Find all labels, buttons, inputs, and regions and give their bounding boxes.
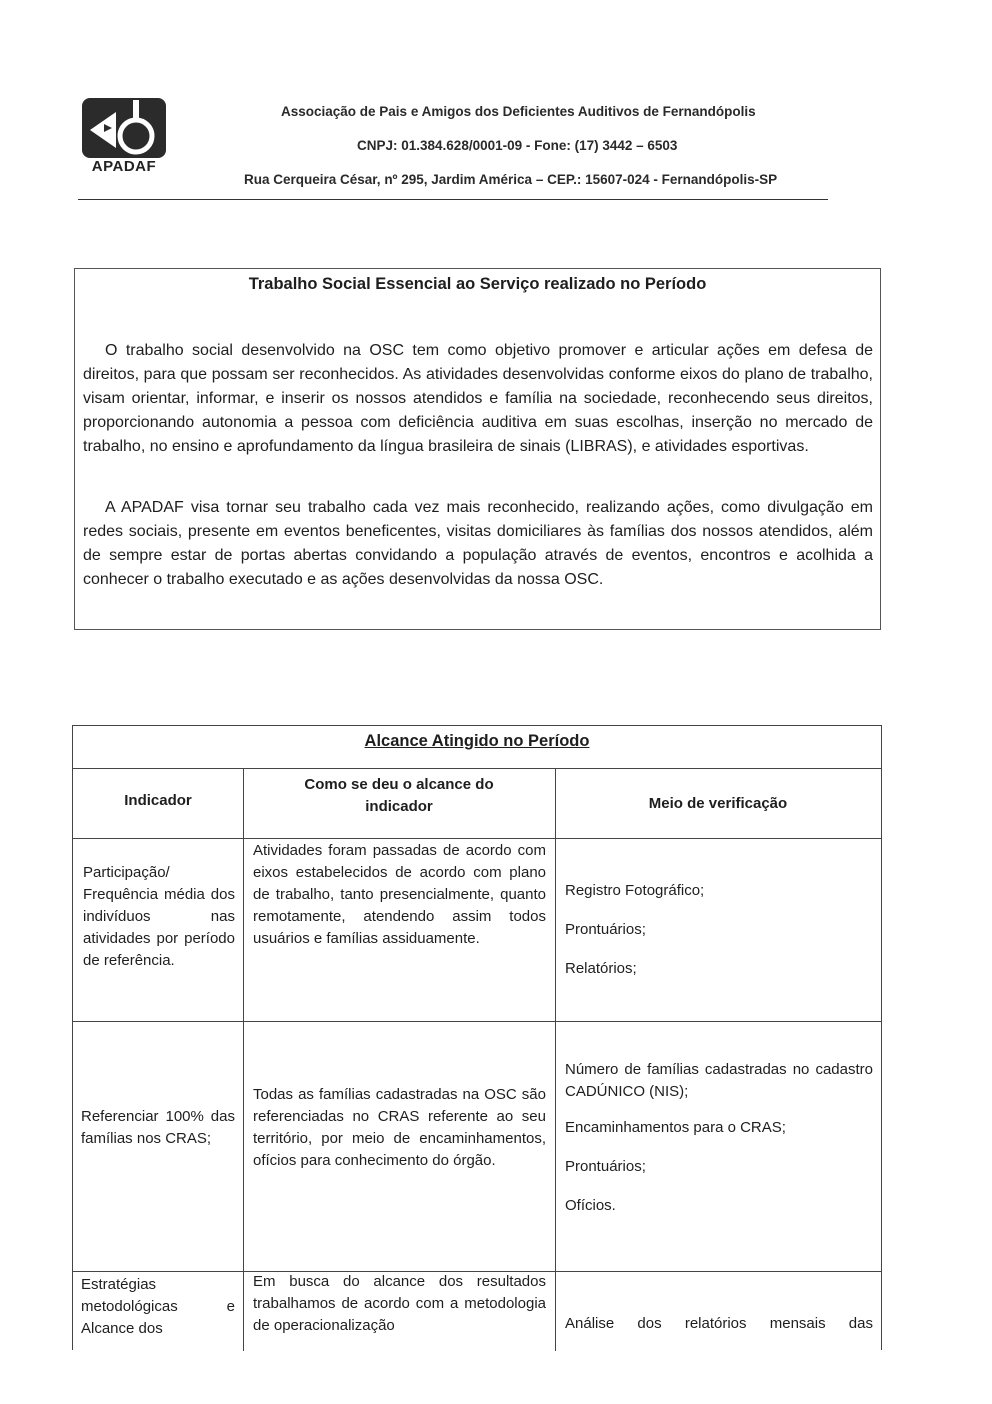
table-divider <box>73 768 881 769</box>
row1-verificacao-item: Relatórios; <box>565 960 637 977</box>
row2-verificacao-item: Ofícios. <box>565 1197 616 1214</box>
row3-verificacao: Análise dos relatórios mensais das <box>565 1315 873 1332</box>
social-work-title: Trabalho Social Essencial ao Serviço realizado no Período <box>248 275 707 293</box>
row1-verificacao <box>565 880 873 997</box>
table-divider <box>73 838 881 839</box>
header-verificacao: Meio de verificação <box>648 795 788 812</box>
social-work-box <box>74 268 881 630</box>
row2-alcance: Todas as famílias cadastradas na OSC são referenciadas no CRAS referente ao seu território, por meio de encaminhamentos, ofícios para conhecimento do órgão. <box>253 1086 546 1169</box>
row2-verificacao-item: Número de famílias cadastradas no cadastro CADÚNICO (NIS); <box>565 1061 873 1100</box>
row2-verificacao-item: Encaminhamentos para o CRAS; <box>565 1119 786 1136</box>
logo-text: APADAF <box>91 158 157 175</box>
social-work-paragraph-1: O trabalho social desenvolvido na OSC tem como objetivo promover e articular ações em defesa de direitos, para que possam ser reconhecidos. As atividades desenvolvidas conforme eixos do plano de trabalho, visam orientar, informar, e inserir os nossos atendidos e família na sociedade, reconhecendo seus direitos, proporcionando autonomia a pessoa com deficiência auditiva em suas escolhas, inserção no mercado de trabalho, no ensino e aprofundamento da língua brasileira de sinais (LIBRAS), e atividades esportivas. <box>83 342 873 455</box>
row2-verificacao-item: Prontuários; <box>565 1158 646 1175</box>
header-indicador: Indicador <box>124 792 192 809</box>
table-column-divider <box>555 768 556 1351</box>
row1-indicador: Participação/ Frequência média dos indivíduos nas atividades por período de referência. <box>83 864 235 969</box>
social-work-paragraph-2: A APADAF visa tornar seu trabalho cada vez mais reconhecido, realizando ações, como divulgação em redes sociais, presente em eventos beneficentes, visitas domiciliares às famílias dos nossos atendidos, além de sempre estar de portas abertas convidando a população através de eventos, encontros e acolhida a conhecer o trabalho executado e as ações desenvolvidas da nossa OSC. <box>83 499 873 588</box>
cnpj-phone: CNPJ: 01.384.628/0001-09 - Fone: (17) 3442 – 6503 <box>357 138 678 153</box>
row2-verificacao <box>565 1059 873 1234</box>
reach-table <box>72 725 882 1350</box>
row3-indicador: Estratégias metodológicas e Alcance dos <box>81 1276 235 1337</box>
table-divider <box>73 1021 881 1022</box>
row2-indicador: Referenciar 100% das famílias nos CRAS; <box>81 1108 235 1147</box>
address: Rua Cerqueira César, nº 295, Jardim América – CEP.: 15607-024 - Fernandópolis-SP <box>244 172 778 187</box>
row1-alcance: Atividades foram passadas de acordo com eixos estabelecidos de acordo com plano de trabalho, tanto presencialmente, quanto remotamente, atendendo assim todos usuários e famílias assiduamente. <box>253 842 546 947</box>
reach-table-title: Alcance Atingido no Período <box>364 732 590 750</box>
organization-name: Associação de Pais e Amigos dos Deficientes Auditivos de Fernandópolis <box>281 104 756 119</box>
table-column-divider <box>243 768 244 1351</box>
header-alcance: Como se deu o alcance do indicador <box>304 776 494 815</box>
letterhead-divider <box>78 199 828 200</box>
ear-logo-icon <box>80 96 168 160</box>
row1-verificacao-item: Prontuários; <box>565 921 646 938</box>
row1-verificacao-item: Registro Fotográfico; <box>565 882 705 899</box>
row3-alcance: Em busca do alcance dos resultados trabalhamos de acordo com a metodologia de operacionalização <box>253 1273 546 1334</box>
apadaf-logo <box>78 96 170 176</box>
